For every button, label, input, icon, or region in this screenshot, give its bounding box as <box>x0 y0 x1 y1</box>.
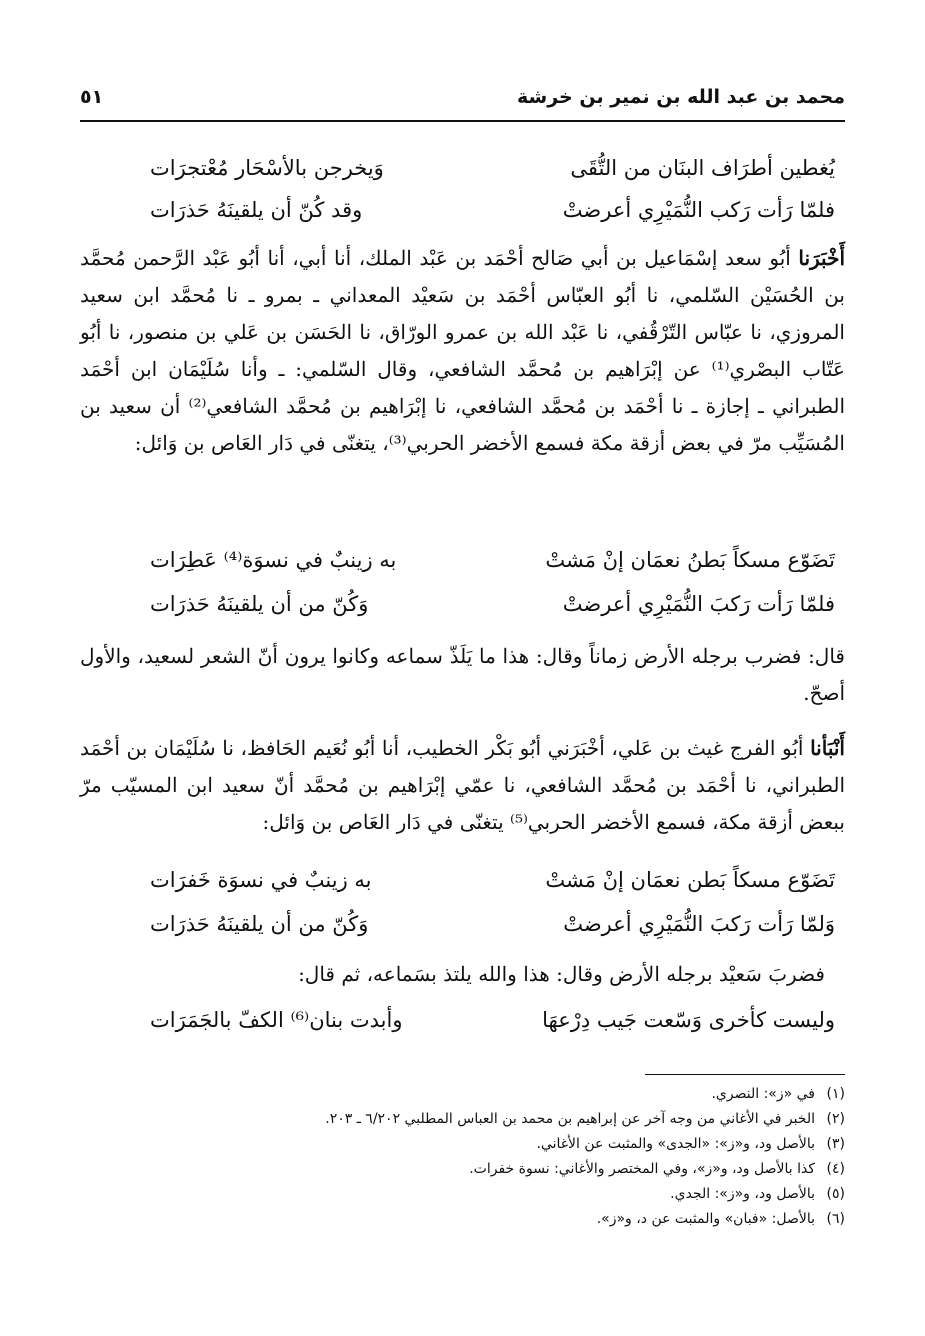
narration-text: أبُو سعد إسْمَاعيل بن أبي صَالح أحْمَد بن عَبْد الملك، أنا أبي، أنا أبُو عَبْد الرَّحمن مُحمَّد بن الحُسَيْن السّلمي، نا أبُو العبّاس أحْمَد بن سَعيْد المعداني ـ بمرو ـ نا مُحمَّد ابن سعيد المروزي، نا عبّاس التّرْقُفي، نا عَبْد الله بن عمرو الورّاق، نا الحَسَن بن عَلي بن منصور، نا أبُو عَتّاب البصْري⁽¹⁾ عن إبْرَاهيم بن مُحمَّد الشافعي، وقال السّلمي: ـ وأنا سُلَيْمَان ابن أحْمَد الطبراني ـ إجازة ـ نا أحْمَد بن مُحمَّد الشافعي، نا إبْرَاهيم بن مُحمَّد الشافعي⁽²⁾ أن سعيد بن المُسَيِّب مرّ في بعض أزقة مكة فسمع الأخضر الحربي⁽³⁾، يتغنّى في دَار العَاص بن وَائل: <box>80 246 845 455</box>
narration-lead-word: أَنْبَأنا <box>810 736 845 760</box>
narration-paragraph <box>80 240 845 462</box>
verse-first-hemistich: تَضَوّع مسكاً بَطن نعمَان إنْ مَشتْ <box>545 868 835 892</box>
verse-second-hemistich: به زينبٌ في نسوَة خَفرَات <box>150 868 372 892</box>
running-title: محمد بن عبد الله بن نمير بن خرشة <box>517 86 845 108</box>
verse-first-hemistich: وليست كأخرى وَسّعت جَيب دِرْعهَا <box>542 1008 835 1032</box>
verse-line <box>150 912 835 952</box>
verse-first-hemistich: تَضَوّع مسكاً بَطنُ نعمَان إنْ مَشتْ <box>545 548 835 572</box>
verse-second-hemistich: به زينبٌ في نسوَة⁽⁴⁾ عَطِرَات <box>150 548 397 572</box>
footnote-text: بالأصل: «فبان» والمثبت عن د، و«ز». <box>596 1211 815 1227</box>
footnote-rule <box>645 1074 845 1075</box>
footnote-number: (٣) <box>826 1136 845 1152</box>
verse-line <box>150 1008 835 1048</box>
footnote-number: (٤) <box>826 1161 845 1177</box>
verse-second-hemistich: وقد كُنّ أن يلقينَهُ حَذرَات <box>150 198 363 222</box>
page-header <box>80 86 845 116</box>
verse-line <box>150 592 835 632</box>
footnote <box>80 1132 845 1157</box>
footnote-number: (٢) <box>826 1111 845 1127</box>
header-rule <box>80 120 845 122</box>
narration-paragraph <box>80 730 845 841</box>
verse-line <box>150 868 835 908</box>
narration-text: أبُو الفرج غيث بن عَلي، أخْبَرَني أبُو بَكْر الخطيب، أنا أبُو نُعَيم الحَافظ، نا سُلَيْمَان بن أحْمَد الطبراني، نا أحْمَد بن مُحمَّد الشافعي، نا عمّي إبْرَاهيم بن مُحمَّد أنّ سعيد ابن المسيّب مرّ ببعض أزقة مكة، فسمع الأخضر الحربي⁽⁵⁾ يتغنّى في دَار العَاص بن وَائل: <box>80 736 845 834</box>
verse-line <box>150 548 835 588</box>
footnote-text: بالأصل ود، و«ز»: الجدي. <box>670 1186 815 1202</box>
verse-second-hemistich: وَكُنّ من أن يلقينَهُ حَذرَات <box>150 912 369 936</box>
footnote <box>80 1082 845 1107</box>
verse-line <box>150 198 835 238</box>
comment-paragraph: فضربَ سَعيْد برجله الأرض وقال: هذا والله يلتذ بسَماعه، ثم قال: <box>298 962 825 986</box>
footnote <box>80 1207 845 1232</box>
footnote-number: (٦) <box>826 1211 845 1227</box>
footnote-text: بالأصل ود، و«ز»: «الجدى» والمثبت عن الأغاني. <box>536 1136 815 1152</box>
footnote-number: (٥) <box>826 1186 845 1202</box>
footnote-number: (١) <box>826 1086 845 1102</box>
verse-first-hemistich: يُغطين أطرَاف البنَان من التُّقَى <box>570 156 835 180</box>
verse-second-hemistich: وأبدت بنان⁽⁶⁾ الكفّ بالجَمَرَات <box>150 1008 403 1032</box>
verse-first-hemistich: فلمّا رَأت رَكب النُّمَيْرِي أعرضتْ <box>562 198 835 222</box>
footnote-text: الخبر في الأغاني من وجه آخر عن إبراهيم بن محمد بن العباس المطلبي ٦/٢٠٢ ـ ٢٠٣. <box>325 1111 815 1127</box>
verse-second-hemistich: وَيخرجن بالأسْحَار مُعْتجرَات <box>150 156 384 180</box>
footnote-text: كذا بالأصل ود، و«ز»، وفي المختصر والأغاني: نسوة خفرات. <box>469 1161 815 1177</box>
footnotes <box>80 1082 845 1232</box>
footnote-text: في «ز»: النصري. <box>711 1086 815 1102</box>
comment-paragraph: قال: فضرب برجله الأرض زماناً وقال: هذا ما يَلَذّ سماعه وكانوا يرون أنّ الشعر لسعيد، والأول أصحّ. <box>80 644 845 705</box>
verse-second-hemistich: وَكُنّ من أن يلقينَهُ حَذرَات <box>150 592 369 616</box>
narration-lead-word: أَخْبَرَنا <box>798 246 845 270</box>
footnote <box>80 1182 845 1207</box>
page-number: ٥١ <box>80 86 104 108</box>
verse-line <box>150 156 835 196</box>
verse-first-hemistich: وَلمّا رَأت رَكبَ النُّمَيْرِي أعرضتْ <box>563 912 835 936</box>
verse-first-hemistich: فلمّا رَأت رَكبَ النُّمَيْرِي أعرضتْ <box>562 592 835 616</box>
footnote <box>80 1107 845 1132</box>
footnote <box>80 1157 845 1182</box>
